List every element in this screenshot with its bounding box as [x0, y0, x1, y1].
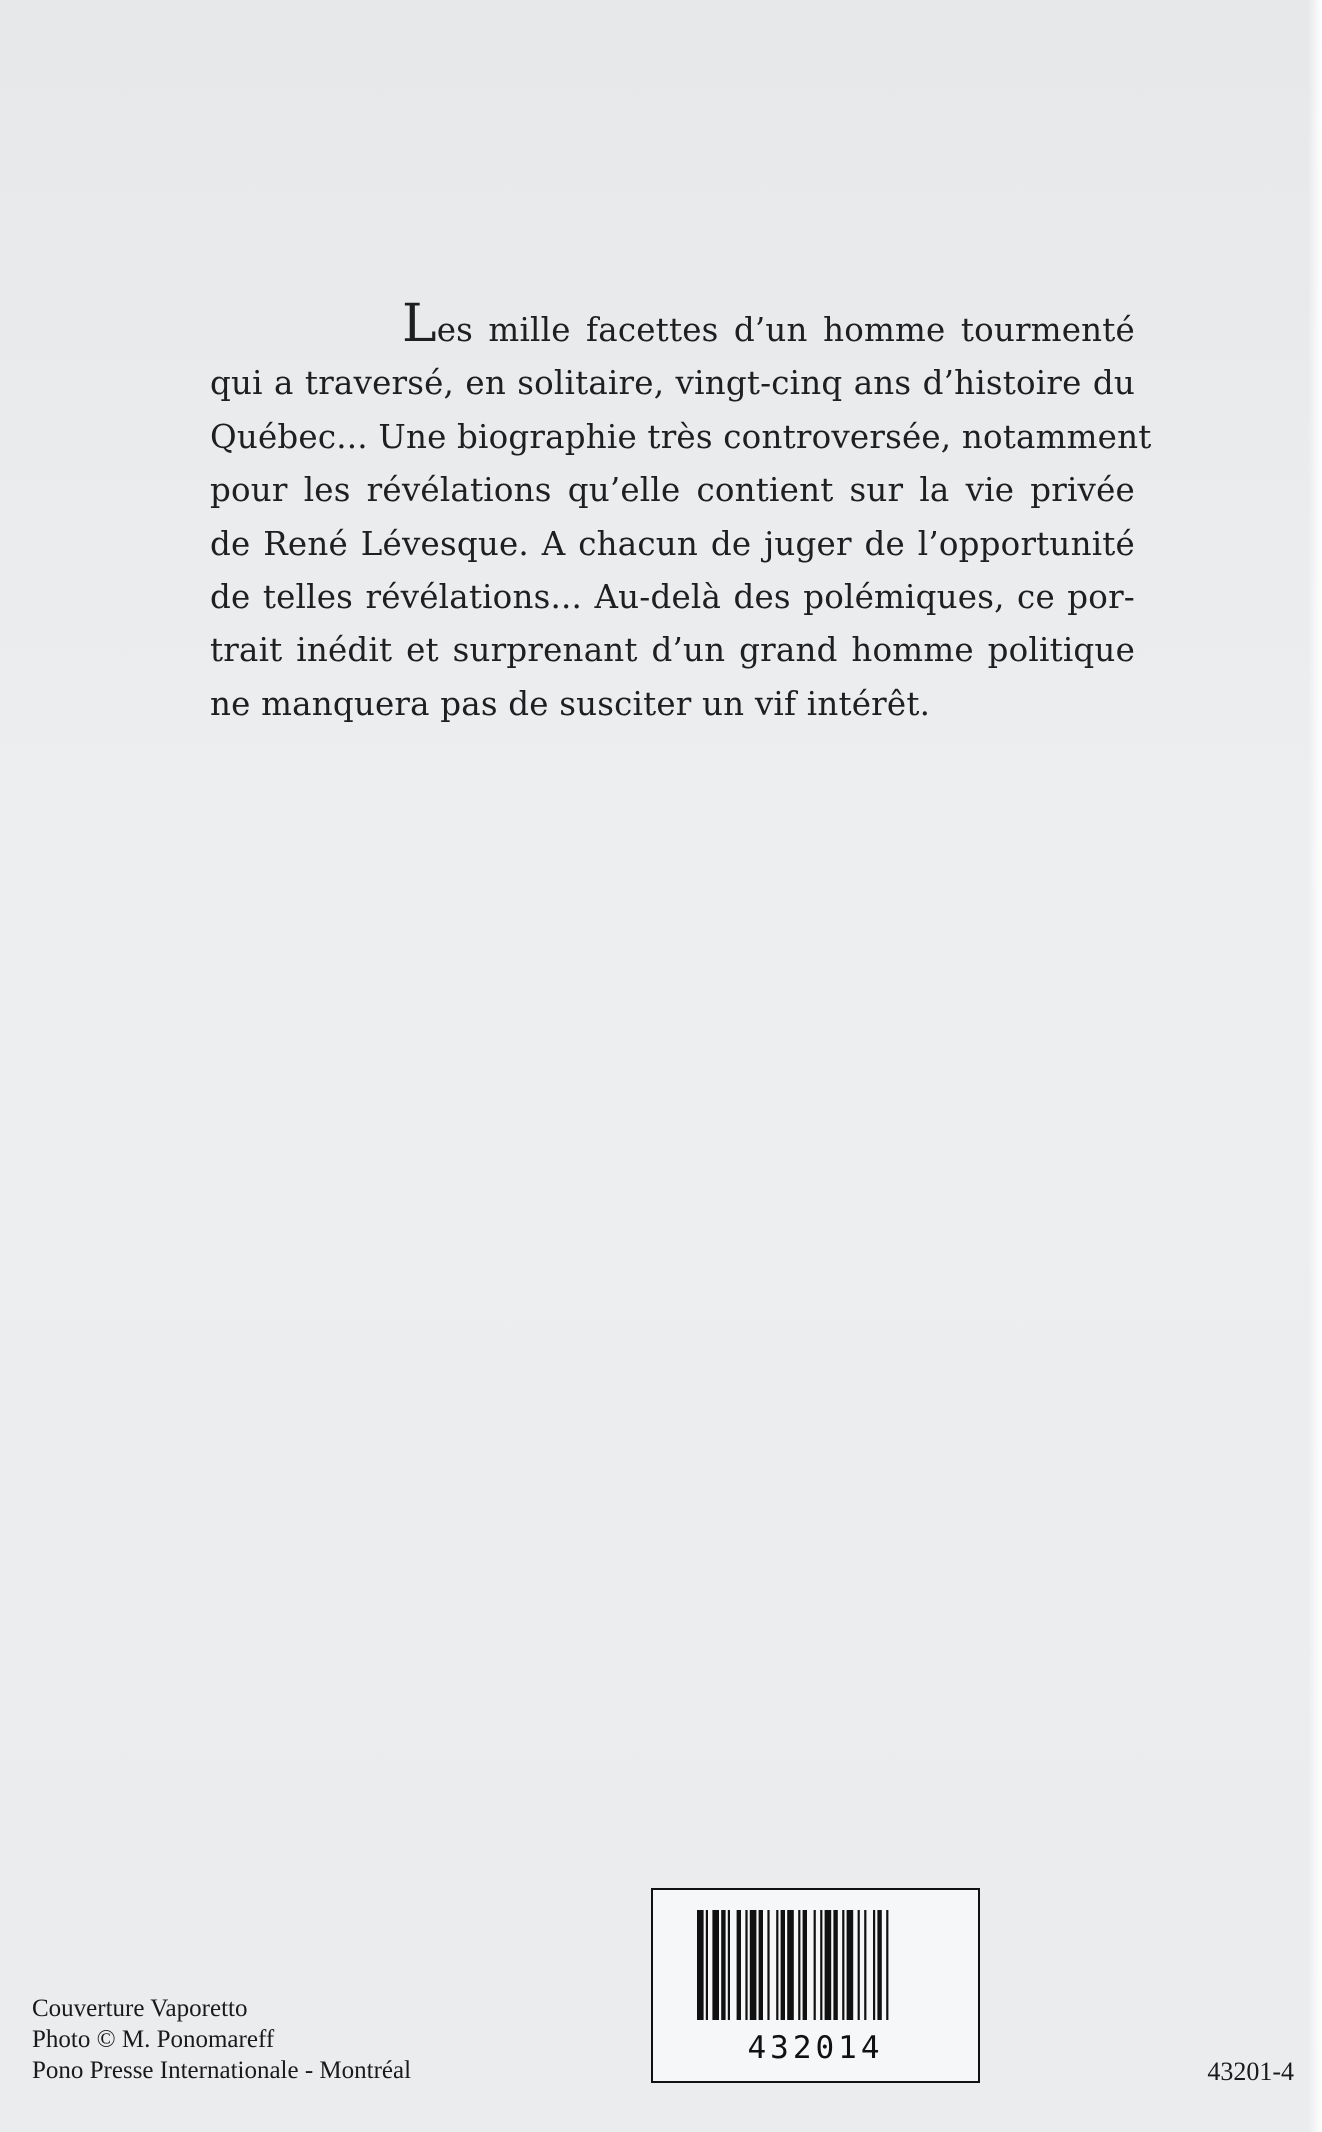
barcode-bar	[706, 1910, 708, 2020]
barcode-bar	[776, 1910, 778, 2020]
blurb-line-1	[210, 294, 1135, 357]
barcode-bar	[820, 1910, 822, 2020]
barcode-bar	[814, 1910, 816, 2020]
blurb-line-8: ne manquera pas de susciter un vif intérêt.	[210, 684, 931, 723]
photo-credit: Photo © M. Ponomareff	[32, 2026, 275, 2053]
barcode-bar	[697, 1910, 704, 2020]
barcode-bar	[728, 1910, 730, 2020]
barcode-bar	[750, 1910, 757, 2020]
blurb-line-3: Québec... Une biographie très controversée, notamment	[210, 417, 1152, 456]
barcode-bar	[842, 1910, 844, 2020]
agency-credit: Pono Presse Internationale - Montréal	[32, 2057, 412, 2084]
barcode-bar	[787, 1910, 794, 2020]
blurb-line-5: de René Lévesque. A chacun de juger de l’opportunité	[210, 524, 1135, 563]
barcode-bar	[712, 1910, 719, 2020]
barcode-bar	[825, 1910, 832, 2020]
blurb-line-6: de telles révélations... Au-delà des polémiques, ce por-	[210, 578, 1135, 617]
blurb-line-4: pour les révélations qu’elle contient sur la vie privée	[210, 471, 1135, 510]
isbn-code: 43201-4	[1207, 2057, 1294, 2086]
blurb-line-1-text: es mille facettes d’un homme tourmenté	[436, 311, 1135, 349]
blurb-text	[210, 294, 1152, 731]
barcode-bar	[721, 1910, 725, 2020]
barcode-number: 432014	[747, 2030, 884, 2066]
barcode-bar	[745, 1910, 747, 2020]
barcode-bar	[798, 1910, 800, 2020]
barcode-bar	[803, 1910, 807, 2020]
cover-credit: Couverture Vaporetto	[32, 1995, 248, 2022]
barcode-bar	[737, 1910, 741, 2020]
barcode-bar	[877, 1910, 881, 2020]
barcode-bar	[873, 1910, 875, 2020]
blurb-line-2: qui a traversé, en solitaire, vingt-cinq ans d’histoire du	[210, 364, 1135, 403]
barcode-bar	[847, 1910, 854, 2020]
barcode-bar	[833, 1910, 837, 2020]
barcode-bar	[886, 1910, 888, 2020]
credits	[32, 1993, 411, 2086]
barcode-bar	[767, 1910, 769, 2020]
barcode-bar	[864, 1910, 866, 2020]
blurb-line-7: trait inédit et surprenant d’un grand homme politique	[210, 631, 1135, 670]
barcode	[651, 1888, 980, 2083]
blurb-dropcap: L	[402, 294, 437, 354]
barcode-bar	[781, 1910, 785, 2020]
barcode-bars-graphic	[697, 1910, 935, 2020]
barcode-bar	[858, 1910, 860, 2020]
barcode-bar	[759, 1910, 763, 2020]
